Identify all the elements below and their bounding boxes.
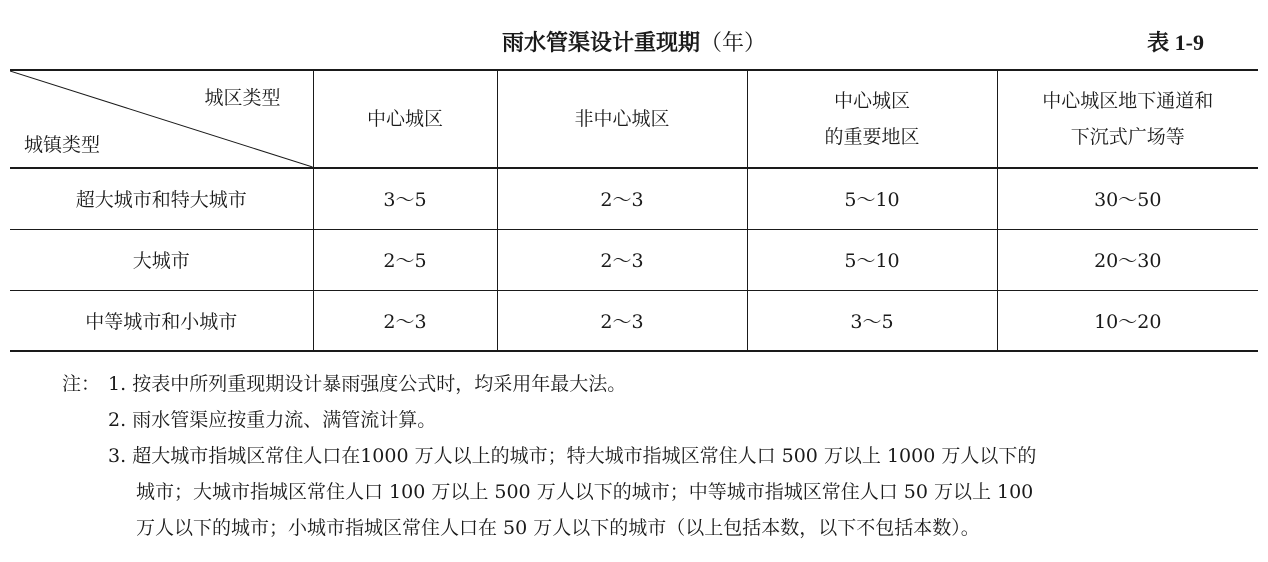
note-text: 超大城市指城区常住人口在1000 万人以上的城市；特大城市指城区常住人口 500 万以上 1000 万人以下的 — [132, 445, 1037, 467]
table-cell: 2～5 — [313, 229, 497, 290]
note-3-line-2: 城市；大城市指城区常住人口 100 万以上 500 万人以下的城市；中等城市指城区常住人口 50 万以上 100 — [136, 481, 1034, 503]
header-col-1 — [313, 70, 497, 168]
table-cell: 3～5 — [313, 168, 497, 229]
table-notes — [62, 366, 1036, 546]
row-label: 超大城市和特大城市 — [10, 168, 313, 229]
table-row — [10, 168, 1258, 229]
header-col-2-line-1: 非中心城区 — [574, 108, 670, 130]
table-cell: 2～3 — [313, 290, 497, 351]
row-label: 大城市 — [10, 229, 313, 290]
table-row — [10, 229, 1258, 290]
table-cell: 10～20 — [997, 290, 1258, 351]
header-town-type: 城镇类型 — [24, 134, 101, 156]
table-cell: 2～3 — [497, 229, 747, 290]
note-3 — [62, 438, 1036, 546]
note-number: 3. — [108, 445, 127, 467]
header-col-4-line-2: 下沉式广场等 — [1070, 126, 1185, 148]
table-number: 表 1-9 — [1147, 30, 1204, 55]
note-number: 1. — [108, 373, 127, 395]
header-row — [10, 70, 1258, 168]
table-cell: 2～3 — [497, 168, 747, 229]
note-1 — [62, 366, 1036, 402]
note-number: 2. — [108, 409, 127, 431]
title-row — [0, 0, 1268, 66]
header-col-1-line-1: 中心城区 — [366, 108, 443, 130]
table-cell: 30～50 — [997, 168, 1258, 229]
header-col-3-line-2: 的重要地区 — [824, 126, 920, 148]
row-label: 中等城市和小城市 — [10, 290, 313, 351]
header-col-3-line-1: 中心城区 — [833, 90, 910, 112]
table-cell: 20～30 — [997, 229, 1258, 290]
note-text: 按表中所列重现期设计暴雨强度公式时，均采用年最大法。 — [132, 373, 627, 395]
table-title — [0, 26, 1268, 57]
title-unit: （年） — [700, 31, 767, 56]
table-cell: 2～3 — [497, 290, 747, 351]
diagonal-header-cell — [10, 70, 313, 168]
header-col-2 — [497, 70, 747, 168]
note-3-line-1 — [108, 438, 1036, 474]
table-cell: 3～5 — [747, 290, 997, 351]
header-col-4 — [997, 70, 1258, 168]
header-col-3 — [747, 70, 997, 168]
note-text: 雨水管渠应按重力流、满管流计算。 — [132, 409, 437, 431]
table-cell: 5～10 — [747, 229, 997, 290]
table-cell: 5～10 — [747, 168, 997, 229]
note-3-line-3: 万人以下的城市；小城市指城区常住人口在 50 万人以下的城市（以上包括本数，以下不包括本数）。 — [136, 517, 980, 539]
return-period-table — [10, 69, 1258, 352]
note-2 — [62, 402, 1036, 438]
notes-prefix: 注： — [62, 373, 101, 395]
header-col-4-line-1: 中心城区地下通道和 — [1042, 90, 1214, 112]
table-row — [10, 290, 1258, 351]
title-text: 雨水管渠设计重现期 — [501, 31, 700, 56]
header-district-type: 城区类型 — [204, 87, 281, 109]
